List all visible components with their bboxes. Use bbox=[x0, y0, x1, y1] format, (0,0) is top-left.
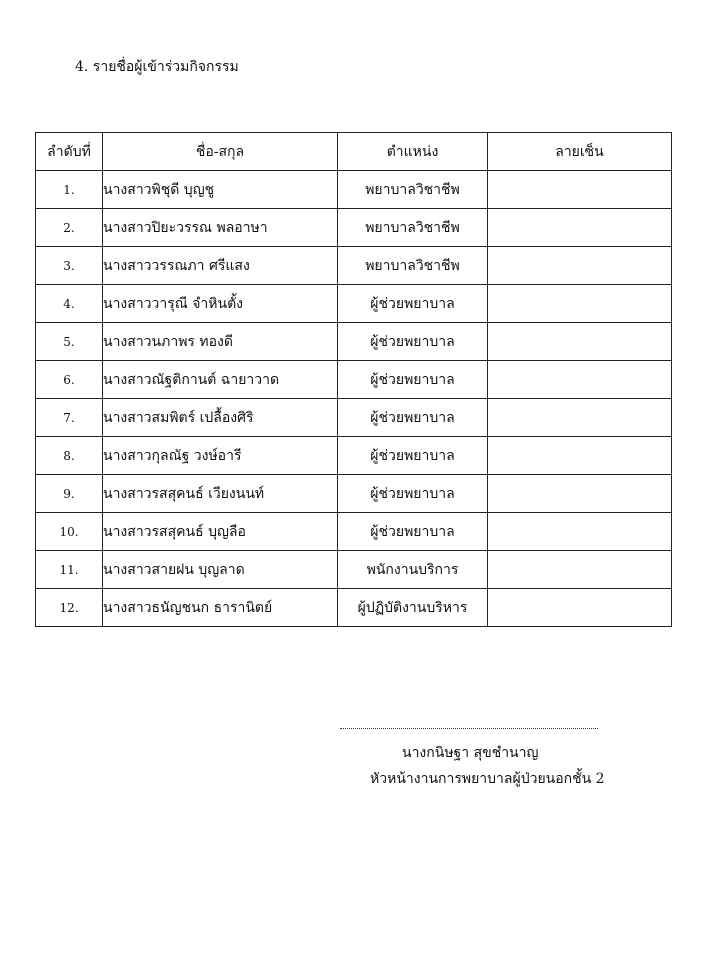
cell-position: ผู้ช่วยพยาบาล bbox=[338, 323, 488, 361]
cell-name: นางสาวนภาพร ทองดี bbox=[103, 323, 338, 361]
cell-signature bbox=[488, 171, 672, 209]
table-row bbox=[36, 171, 672, 209]
table-row bbox=[36, 513, 672, 551]
cell-signature bbox=[488, 513, 672, 551]
cell-name: นางสาวธนัญชนก ธารานิตย์ bbox=[103, 589, 338, 627]
cell-order: 7. bbox=[36, 399, 103, 437]
table-row bbox=[36, 361, 672, 399]
signer-name: นางกนิษฐา สุขชำนาญ bbox=[402, 745, 539, 761]
cell-name: นางสาวรสสุคนธ์ เวียงนนท์ bbox=[103, 475, 338, 513]
cell-signature bbox=[488, 247, 672, 285]
header-signature: ลายเซ็น bbox=[488, 133, 672, 171]
table-row bbox=[36, 209, 672, 247]
cell-name: นางสาวสายฝน บุญลาด bbox=[103, 551, 338, 589]
table-row bbox=[36, 475, 672, 513]
table-header-row bbox=[36, 133, 672, 171]
cell-signature bbox=[488, 589, 672, 627]
cell-name: นางสาวสมพิตร์ เปลื้องศิริ bbox=[103, 399, 338, 437]
cell-order: 6. bbox=[36, 361, 103, 399]
cell-order: 1. bbox=[36, 171, 103, 209]
cell-position: ผู้ช่วยพยาบาล bbox=[338, 285, 488, 323]
table-row bbox=[36, 323, 672, 361]
table-row bbox=[36, 551, 672, 589]
cell-order: 3. bbox=[36, 247, 103, 285]
cell-signature bbox=[488, 475, 672, 513]
signature-line bbox=[340, 718, 598, 729]
cell-order: 4. bbox=[36, 285, 103, 323]
cell-signature bbox=[488, 551, 672, 589]
cell-name: นางสาวณัฐติกานต์ ฉายาวาด bbox=[103, 361, 338, 399]
cell-position: พนักงานบริการ bbox=[338, 551, 488, 589]
participant-table bbox=[35, 132, 672, 627]
header-name: ชื่อ-สกุล bbox=[103, 133, 338, 171]
cell-signature bbox=[488, 323, 672, 361]
cell-signature bbox=[488, 209, 672, 247]
cell-order: 12. bbox=[36, 589, 103, 627]
cell-position: ผู้ช่วยพยาบาล bbox=[338, 361, 488, 399]
cell-name: นางสาววารุณี จำหินตั้ง bbox=[103, 285, 338, 323]
table-row bbox=[36, 285, 672, 323]
cell-name: นางสาวปิยะวรรณ พลอาษา bbox=[103, 209, 338, 247]
cell-name: นางสาวพิชุดี บุญชู bbox=[103, 171, 338, 209]
cell-position: ผู้ช่วยพยาบาล bbox=[338, 475, 488, 513]
cell-signature bbox=[488, 437, 672, 475]
table-row bbox=[36, 589, 672, 627]
cell-signature bbox=[488, 285, 672, 323]
header-position: ตำแหน่ง bbox=[338, 133, 488, 171]
cell-order: 8. bbox=[36, 437, 103, 475]
participant-rows bbox=[36, 171, 672, 627]
signature-block bbox=[340, 718, 640, 787]
cell-signature bbox=[488, 361, 672, 399]
cell-signature bbox=[488, 399, 672, 437]
cell-position: ผู้ปฏิบัติงานบริหาร bbox=[338, 589, 488, 627]
cell-name: นางสาววรรณภา ศรีแสง bbox=[103, 247, 338, 285]
cell-name: นางสาวกุลณัฐ วงษ์อารี bbox=[103, 437, 338, 475]
cell-position: พยาบาลวิชาชีพ bbox=[338, 171, 488, 209]
header-order: ลำดับที่ bbox=[36, 133, 103, 171]
table-row bbox=[36, 399, 672, 437]
table-row bbox=[36, 437, 672, 475]
cell-position: พยาบาลวิชาชีพ bbox=[338, 209, 488, 247]
cell-order: 11. bbox=[36, 551, 103, 589]
cell-position: พยาบาลวิชาชีพ bbox=[338, 247, 488, 285]
cell-order: 5. bbox=[36, 323, 103, 361]
section-heading: 4. รายชื่อผู้เข้าร่วมกิจกรรม bbox=[75, 59, 239, 75]
signer-title: หัวหน้างานการพยาบาลผู้ป่วยนอกชั้น 2 bbox=[370, 771, 605, 787]
table-row bbox=[36, 247, 672, 285]
cell-order: 2. bbox=[36, 209, 103, 247]
cell-position: ผู้ช่วยพยาบาล bbox=[338, 437, 488, 475]
cell-position: ผู้ช่วยพยาบาล bbox=[338, 399, 488, 437]
cell-position: ผู้ช่วยพยาบาล bbox=[338, 513, 488, 551]
cell-name: นางสาวรสสุคนธ์ บุญลือ bbox=[103, 513, 338, 551]
cell-order: 10. bbox=[36, 513, 103, 551]
cell-order: 9. bbox=[36, 475, 103, 513]
